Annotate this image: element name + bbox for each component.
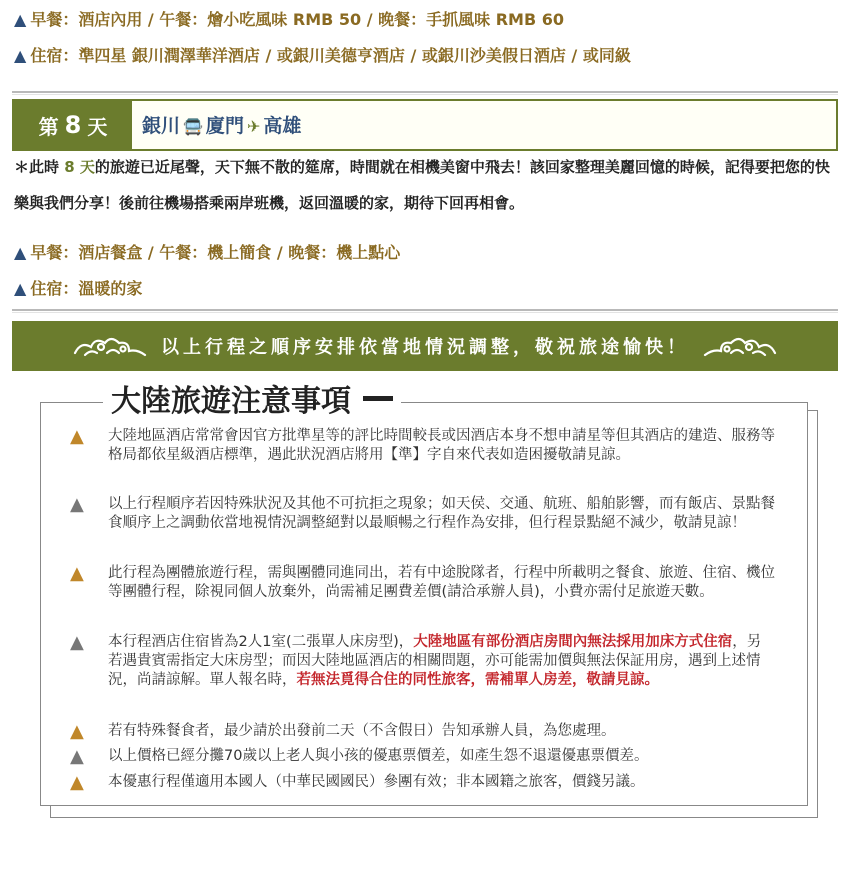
day-description: ＊此時 8 天的旅遊已近尾聲，天下無不散的筵席，時間就在相機美窗中飛去！該回家整理美麗回憶的時候，記得要把您的快樂與我們分享！後前往機場搭乘兩岸班機，返回溫暖的家，期待下回再相會。 xyxy=(14,158,830,212)
divider xyxy=(12,309,838,311)
day-number: 8 xyxy=(64,111,82,139)
plane-icon: ✈ xyxy=(246,117,261,136)
banner-text: 以上行程之順序安排依當地情況調整，敬祝旅途愉快！ xyxy=(161,337,689,358)
notice-item-text xyxy=(108,495,775,533)
notice-text-segment: 此行程為團體旅遊行程，需與團體同進同出，若有中途脫隊者，行程中所載明之餐食、旅遊、住宿、機位等團體行程，除視同個人放棄外，尚需補足團費差價(請洽承辦人員)，小費亦需付足旅遊天數。 xyxy=(108,565,775,600)
notice-item-text xyxy=(108,722,775,741)
meals-text: 早餐：酒店餐盒 / 午餐：機上簡食 / 晚餐：機上點心 xyxy=(30,243,401,262)
emphasis-text: 大陸地區有部份酒店房間內無法採用加床方式住宿 xyxy=(413,634,733,650)
meals-row-day8 xyxy=(14,240,400,263)
notice-item xyxy=(70,773,775,792)
cloud-ornament-icon xyxy=(701,331,779,361)
warning-triangle-icon: ▲ xyxy=(70,772,84,793)
route-via: 廈門 xyxy=(205,115,244,137)
lodging-row-day8 xyxy=(14,276,142,299)
notice-item-text xyxy=(108,773,775,792)
notice-text-segment: 以上行程順序若因特殊狀況及其他不可抗拒之現象；如天侯、交通、航班、船舶影響，而有飯店、景點餐食順序上之調動依當地視情況調整絕對以最順暢之行程作為安排，但行程景點絕不減少，敬請見諒！ xyxy=(108,496,775,531)
notice-item xyxy=(70,747,775,766)
notice-text-segment: 若有特殊餐食者，最少請於出發前二天（不含假日）告知承辦人員，為您處理。 xyxy=(108,723,616,739)
notice-item xyxy=(70,722,775,741)
day-tag xyxy=(14,101,132,149)
closing-banner xyxy=(12,321,838,371)
day-label-post: 天 xyxy=(87,114,108,139)
warning-triangle-icon: ▲ xyxy=(70,721,84,742)
notice-text-segment: ，另若遇貴賓需指定大床房型；而因大陸地區酒店的相關問題，亦可能需加價與無法保証用房，遇到上述情況，尚請諒解。單人報名時， xyxy=(108,634,762,688)
notice-text-segment: 大陸地區酒店常常會因官方批準星等的評比時間較長或因酒店本身不想申請星等但其酒店的建造、服務等格局都依星級酒店標準，遇此狀況酒店將用【準】字自來代表如造困擾敬請見諒。 xyxy=(108,428,775,463)
triangle-bullet-icon: ▲ xyxy=(14,10,27,29)
notice-item-text xyxy=(108,427,775,465)
warning-triangle-icon: ▲ xyxy=(70,632,84,653)
days-highlight: 8 天 xyxy=(64,158,95,176)
notice-text-segment: 以上價格已經分攤70歲以上老人與小孩的優惠票價差，如產生怨不退還優惠票價差。 xyxy=(108,748,649,764)
day-label-pre: 第 xyxy=(38,114,59,139)
day-header xyxy=(12,99,838,151)
lodging-text: 住宿：準四星 銀川潤澤華洋酒店 / 或銀川美德亨酒店 / 或銀川沙美假日酒店 / 或同級 xyxy=(30,46,631,65)
notice-item xyxy=(70,495,775,533)
warning-triangle-icon: ▲ xyxy=(70,746,84,767)
route-from: 銀川 xyxy=(142,115,181,137)
warning-triangle-icon: ▲ xyxy=(70,563,84,584)
triangle-bullet-icon: ▲ xyxy=(14,279,27,298)
notice-item xyxy=(70,564,775,602)
notice-item xyxy=(70,633,775,690)
route-to: 高雄 xyxy=(263,115,302,137)
divider xyxy=(12,91,838,93)
title-bar xyxy=(363,396,393,401)
triangle-bullet-icon: ▲ xyxy=(14,46,27,65)
lodging-row-day7 xyxy=(14,43,631,66)
notice-item-text xyxy=(108,747,775,766)
notice-item-text xyxy=(108,564,775,602)
emphasis-text: 若無法覓得合住的同性旅客，需補單人房差，敬請見諒。 xyxy=(296,672,659,688)
warning-triangle-icon: ▲ xyxy=(70,426,84,447)
notice-title: 大陸旅遊注意事項 xyxy=(103,376,401,420)
bus-icon: 🚍 xyxy=(183,117,203,136)
cloud-ornament-icon xyxy=(71,331,149,361)
meals-text: 早餐：酒店內用 / 午餐：燴小吃風味 RMB 50 / 晚餐：手抓風味 RMB 60 xyxy=(30,10,564,29)
notice-text-segment: 本行程酒店住宿皆為2人1室(二張單人床房型)， xyxy=(108,634,414,650)
notice-item-text xyxy=(108,633,775,690)
lodging-text: 住宿：溫暖的家 xyxy=(30,279,143,298)
triangle-bullet-icon: ▲ xyxy=(14,243,27,262)
day-route xyxy=(142,111,301,138)
notice-item xyxy=(70,427,775,465)
notice-text-segment: 本優惠行程僅適用本國人（中華民國國民）參團有效；非本國籍之旅客，價錢另議。 xyxy=(108,774,645,790)
warning-triangle-icon: ▲ xyxy=(70,494,84,515)
meals-row-day7 xyxy=(14,7,564,30)
